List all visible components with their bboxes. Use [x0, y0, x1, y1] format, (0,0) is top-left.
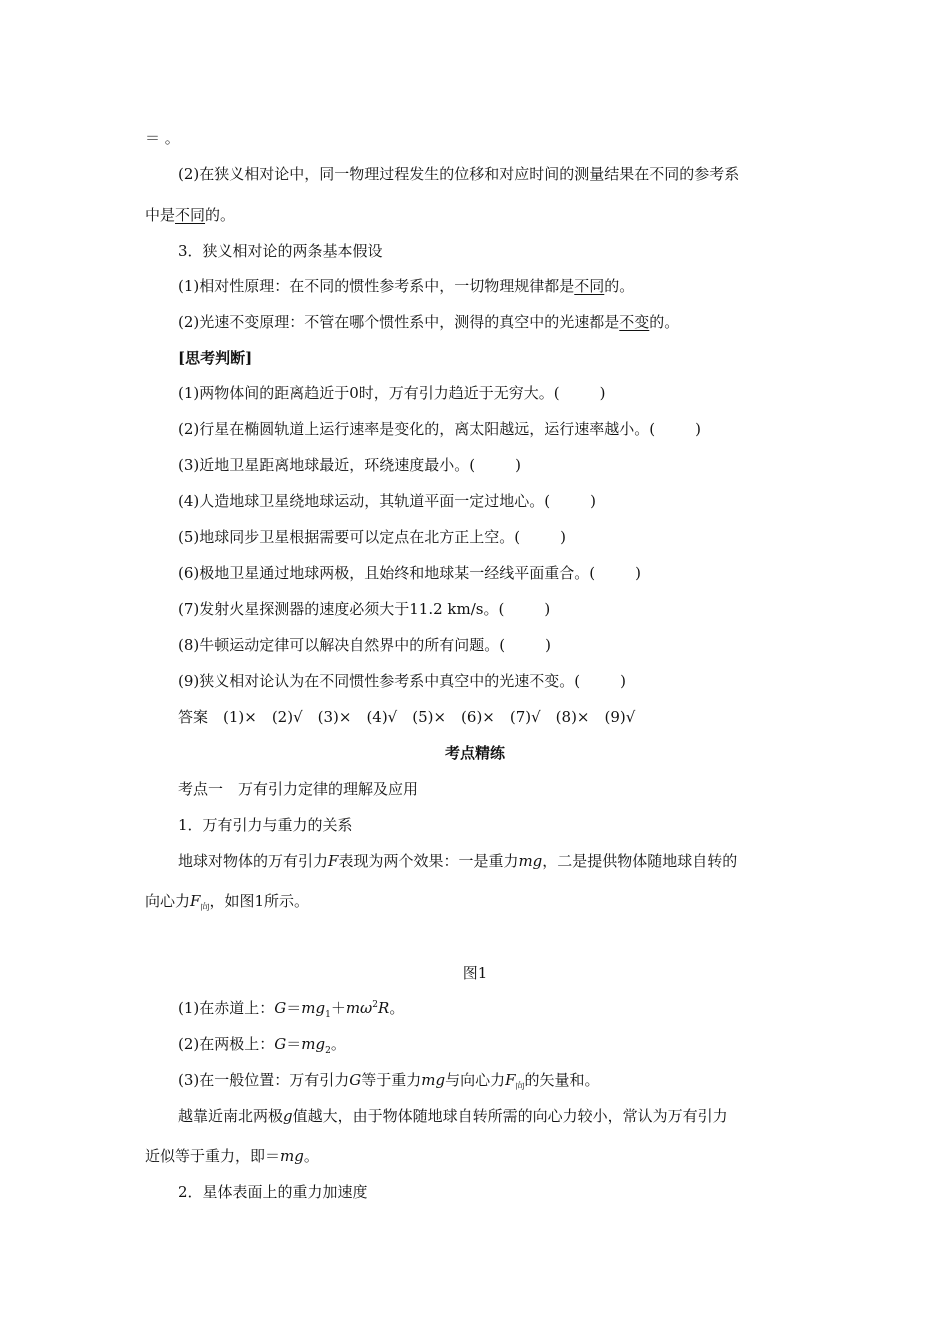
think-judge-title: [思考判断]: [178, 349, 253, 367]
subsection-heading: 2．星体表面上的重力加速度: [178, 1183, 368, 1201]
subsection-heading: 3．狭义相对论的两条基本假设: [178, 242, 383, 260]
judge-question: (7)发射火星探测器的速度必须大于11.2 km/s。( ): [178, 600, 551, 618]
text-line: 地球对物体的万有引力F表现为两个效果：一是重力mg，二是提供物体随地球自转的: [178, 852, 738, 870]
underlined-answer: 不变: [619, 313, 650, 331]
judge-question: (1)两物体间的距离趋近于0时，万有引力趋近于无穷大。( ): [178, 384, 606, 402]
text-line: (1)相对性原理：在不同的惯性参考系中，一切物理规律都是不同的。: [178, 277, 635, 295]
text-line: ＝ 。: [145, 129, 180, 147]
section-title: 考点精练: [444, 744, 505, 762]
topic-heading: 考点一 万有引力定律的理解及应用: [178, 780, 419, 798]
underlined-answer: 不同: [175, 206, 206, 224]
formula-line: (2)在两极上：$G=mg_2$。: [178, 1035, 346, 1056]
judge-question: (2)行星在椭圆轨道上运行速率是变化的，离太阳越远，运行速率越小。( ): [178, 420, 701, 438]
judge-question: (3)近地卫星距离地球最近，环绕速度最小。( ): [178, 456, 521, 474]
text-line: 近似等于重力，即＝mg。: [145, 1147, 319, 1165]
text-line: (2)在狭义相对论中，同一物理过程发生的位移和对应时间的测量结果在不同的参考系: [178, 165, 740, 183]
text-line: 越靠近南北两极g值越大，由于物体随地球自转所需的向心力较小，常认为万有引力: [178, 1107, 728, 1125]
text-line: 中是不同的。: [145, 206, 236, 224]
text-line: (3)在一般位置：万有引力G等于重力mg与向心力$F_向$的矢量和。: [178, 1071, 600, 1092]
subsection-heading: 1．万有引力与重力的关系: [178, 816, 353, 834]
judge-question: (8)牛顿运动定律可以解决自然界中的所有问题。( ): [178, 636, 551, 654]
judge-question: (5)地球同步卫星根据需要可以定点在北方正上空。( ): [178, 528, 566, 546]
text-line: (2)光速不变原理：不管在哪个惯性系中，测得的真空中的光速都是不变的。: [178, 313, 680, 331]
answer-line: 答案 (1)× (2)√ (3)× (4)√ (5)× (6)× (7)√ (8)× (9)√: [178, 708, 636, 726]
formula-line: (1)在赤道上：$G=mg_1+m\omega^2R$。: [178, 999, 405, 1020]
judge-question: (4)人造地球卫星绕地球运动，其轨道平面一定过地心。( ): [178, 492, 596, 510]
figure-caption: 图1: [462, 964, 488, 982]
underlined-answer: 不同: [574, 277, 605, 295]
text-line: 向心力$F_向$，如图1所示。: [145, 892, 309, 913]
judge-question: (9)狭义相对论认为在不同惯性参考系中真空中的光速不变。( ): [178, 672, 626, 690]
judge-question: (6)极地卫星通过地球两极，且始终和地球某一经线平面重合。( ): [178, 564, 641, 582]
